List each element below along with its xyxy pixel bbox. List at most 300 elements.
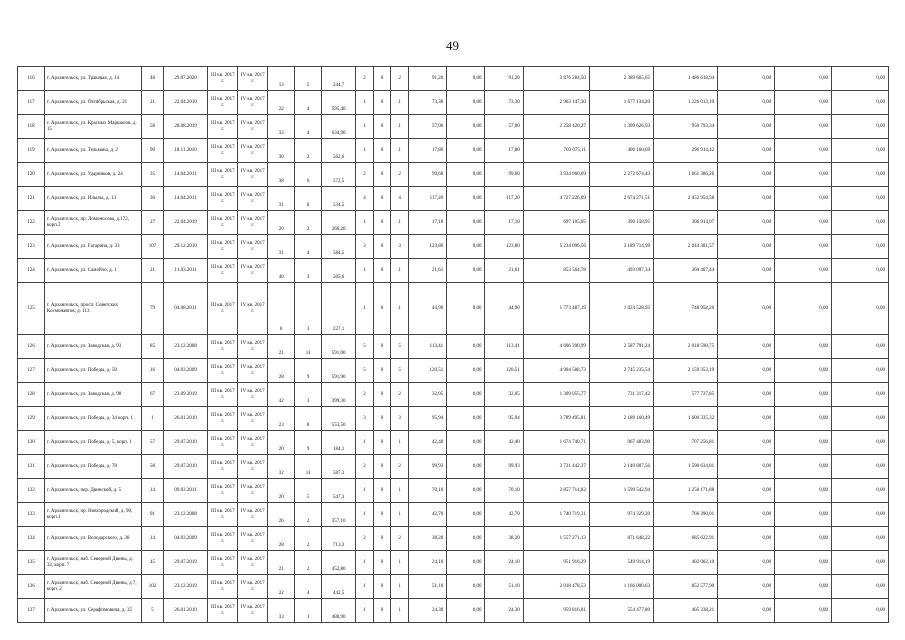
rooms-b: 2 — [391, 527, 409, 551]
area-a: 0,00 — [447, 211, 485, 235]
flats-count: 3 — [295, 283, 322, 335]
cost-regional: 748 958,26 — [654, 283, 718, 335]
rooms-a: 0 — [373, 283, 391, 335]
flats-count: 6 — [295, 163, 322, 187]
area-cell: 587,3 — [322, 455, 356, 479]
cost-total: 853 564,78 — [523, 259, 589, 283]
area-cell: 634,90 — [322, 115, 356, 139]
house-code: 45 — [142, 551, 164, 575]
flats-count: 4 — [295, 575, 322, 599]
date-cell: 22.04.2010 — [163, 91, 207, 115]
value-cell: 0,00 — [718, 259, 775, 283]
end-quarter: IV кв. 2017 г. — [238, 527, 268, 551]
start-quarter: III кв. 2017 г. — [208, 211, 238, 235]
cost-total: 4 904 588,73 — [523, 359, 589, 383]
area-cell: 584,5 — [322, 235, 356, 259]
residents-count: 42 — [268, 383, 295, 407]
address-cell: г. Архангельск, ул. Победы, д. 34 корп. 1 — [44, 407, 141, 431]
area-b: 42,40 — [485, 431, 523, 455]
start-quarter: III кв. 2017 г. — [208, 359, 238, 383]
address-cell: г. Архангельск, ул. Тельмана, д. 2 — [44, 139, 141, 163]
cost-total: 3 876 284,50 — [523, 67, 589, 91]
area-a: 0,00 — [447, 335, 485, 359]
rooms-a: 0 — [373, 431, 391, 455]
flats-count: 11 — [295, 455, 322, 479]
end-quarter: IV кв. 2017 г. — [238, 407, 268, 431]
date-cell: 14.04.2011 — [163, 163, 207, 187]
area-b: 95,94 — [485, 407, 523, 431]
cost-regional: 306 914,07 — [654, 211, 718, 235]
start-quarter: III кв. 2017 г. — [208, 599, 238, 623]
value-cell: 0,00 — [831, 455, 888, 479]
area-cell: 591,00 — [322, 335, 356, 359]
area-total: 42,70 — [408, 503, 446, 527]
start-quarter: III кв. 2017 г. — [208, 163, 238, 187]
cost-federal: 2 745 235,54 — [589, 359, 653, 383]
value-cell: 0,00 — [831, 139, 888, 163]
house-code: 36 — [142, 187, 164, 211]
end-quarter: IV кв. 2017 г. — [238, 259, 268, 283]
residents-count: 20 — [268, 211, 295, 235]
table-row — [18, 527, 889, 551]
flats-count: 2 — [295, 551, 322, 575]
value-cell: 0,00 — [831, 335, 888, 359]
area-a: 0,00 — [447, 163, 485, 187]
date-cell: 18.11.2010 — [163, 139, 207, 163]
flats-count: 8 — [295, 407, 322, 431]
residents-count: 40 — [268, 259, 295, 283]
value-cell: 0,00 — [718, 431, 775, 455]
area-a: 0,00 — [447, 575, 485, 599]
area-cell: 184,1 — [322, 431, 356, 455]
table-row — [18, 455, 889, 479]
area-a: 0,00 — [447, 599, 485, 623]
cost-federal: 974 329,30 — [589, 503, 653, 527]
date-cell: 29.07.2019 — [163, 551, 207, 575]
value-cell: 0,00 — [775, 235, 832, 259]
value-cell: 0,00 — [718, 335, 775, 359]
rooms-a: 0 — [373, 91, 391, 115]
value-cell: 0,00 — [831, 91, 888, 115]
cost-regional: 1 590 634,81 — [654, 455, 718, 479]
start-quarter: III кв. 2017 г. — [208, 259, 238, 283]
value-cell: 0,00 — [775, 115, 832, 139]
flats-count: 3 — [295, 383, 322, 407]
value-cell: 0,00 — [775, 163, 832, 187]
rooms-total: 2 — [356, 163, 374, 187]
value-cell: 0,00 — [775, 187, 832, 211]
row-number: 131 — [18, 455, 45, 479]
area-total: 120,51 — [408, 359, 446, 383]
row-number: 124 — [18, 259, 45, 283]
value-cell: 0,00 — [775, 479, 832, 503]
residents-count: 38 — [268, 163, 295, 187]
rooms-total: 3 — [356, 235, 374, 259]
area-total: 123,80 — [408, 235, 446, 259]
area-b: 99,60 — [485, 163, 523, 187]
start-quarter: III кв. 2017 г. — [208, 115, 238, 139]
end-quarter: IV кв. 2017 г. — [238, 575, 268, 599]
area-total: 99,60 — [408, 163, 446, 187]
table-row — [18, 503, 889, 527]
row-number: 123 — [18, 235, 45, 259]
row-number: 135 — [18, 551, 45, 575]
start-quarter: III кв. 2017 г. — [208, 335, 238, 359]
date-cell: 14.04.2011 — [163, 187, 207, 211]
address-cell: г. Архангельск, ул. Серафимовича, д. 35 — [44, 599, 141, 623]
residents-count: 21 — [268, 335, 295, 359]
rooms-total: 5 — [356, 335, 374, 359]
row-number: 121 — [18, 187, 45, 211]
row-number: 133 — [18, 503, 45, 527]
cost-regional: 685 622,91 — [654, 527, 718, 551]
start-quarter: III кв. 2017 г. — [208, 431, 238, 455]
flats-count: 3 — [295, 259, 322, 283]
value-cell: 0,00 — [718, 359, 775, 383]
area-b: 24,10 — [485, 551, 523, 575]
flats-count: 11 — [295, 335, 322, 359]
date-cell: 26.01.2010 — [163, 599, 207, 623]
rooms-b: 1 — [391, 479, 409, 503]
table-row — [18, 163, 889, 187]
table-row — [18, 211, 889, 235]
value-cell: 0,00 — [831, 407, 888, 431]
end-quarter: IV кв. 2017 г. — [238, 211, 268, 235]
area-cell: 366,20 — [322, 211, 356, 235]
row-number: 128 — [18, 383, 45, 407]
area-total: 24,10 — [408, 551, 446, 575]
rooms-b: 1 — [391, 91, 409, 115]
residents-count: 22 — [268, 91, 295, 115]
rooms-a: 0 — [373, 259, 391, 283]
rooms-total: 1 — [356, 575, 374, 599]
rooms-a: 0 — [373, 599, 391, 623]
rooms-total: 5 — [356, 359, 374, 383]
end-quarter: IV кв. 2017 г. — [238, 235, 268, 259]
rooms-b: 1 — [391, 283, 409, 335]
address-cell: г. Архангельск, пер. Двинской, д. 5 — [44, 479, 141, 503]
table-row — [18, 283, 889, 335]
cost-total: 1 309 055,77 — [523, 383, 589, 407]
residents-count: 32 — [268, 455, 295, 479]
cost-federal: 2 587 791,24 — [589, 335, 653, 359]
date-cell: 04.03.2009 — [163, 359, 207, 383]
rooms-total: 1 — [356, 115, 374, 139]
cost-federal: 731 317,42 — [589, 383, 653, 407]
area-a: 0,00 — [447, 259, 485, 283]
cost-regional: 2 018 590,75 — [654, 335, 718, 359]
rooms-a: 0 — [373, 455, 391, 479]
cost-federal: 1 024 528,93 — [589, 283, 653, 335]
cost-regional: 1 226 013,10 — [654, 91, 718, 115]
cost-total: 951 916,29 — [523, 551, 589, 575]
value-cell: 0,00 — [718, 163, 775, 187]
value-cell: 0,00 — [775, 551, 832, 575]
value-cell: 0,00 — [775, 599, 832, 623]
rooms-a: 0 — [373, 187, 391, 211]
rooms-a: 0 — [373, 407, 391, 431]
area-b: 99,93 — [485, 455, 523, 479]
area-total: 17,10 — [408, 211, 446, 235]
table-row — [18, 359, 889, 383]
rooms-a: 0 — [373, 383, 391, 407]
address-cell: г. Архангельск, ул. Красных Маршалов, д. 15 — [44, 115, 141, 139]
cost-total: 2 018 478,53 — [523, 575, 589, 599]
area-b: 21,61 — [485, 259, 523, 283]
area-total: 73,30 — [408, 91, 446, 115]
flats-count: 2 — [295, 527, 322, 551]
rooms-total: 3 — [356, 407, 374, 431]
address-cell: г. Архангельск, ул. Заводская, д. 93 — [44, 335, 141, 359]
cost-regional: 950 793,34 — [654, 115, 718, 139]
address-cell: г. Архангельск, наб. Северной Двины, д 7, корп. 2 — [44, 575, 141, 599]
table-row — [18, 431, 889, 455]
cost-regional: 1 486 618,94 — [654, 67, 718, 91]
residents-count: 26 — [268, 503, 295, 527]
area-cell: 442,5 — [322, 575, 356, 599]
cost-federal: 2 140 807,56 — [589, 455, 653, 479]
value-cell: 0,00 — [775, 259, 832, 283]
value-cell: 0,00 — [718, 455, 775, 479]
cost-regional: 2 044 381,57 — [654, 235, 718, 259]
area-a: 0,00 — [447, 479, 485, 503]
residents-count: 20 — [268, 479, 295, 503]
value-cell: 0,00 — [831, 67, 888, 91]
cost-regional: 1 661 386,26 — [654, 163, 718, 187]
rooms-a: 0 — [373, 479, 391, 503]
address-cell: г. Архангельск, ул. Тракевая, д. 14 — [44, 67, 141, 91]
start-quarter: III кв. 2017 г. — [208, 551, 238, 575]
cost-regional: 2 052 954,58 — [654, 187, 718, 211]
value-cell: 0,00 — [775, 383, 832, 407]
area-a: 0,00 — [447, 283, 485, 335]
flats-count: 2 — [295, 503, 322, 527]
area-total: 70,10 — [408, 479, 446, 503]
address-cell: г. Архангельск, ул. Победы, д. 78 — [44, 455, 141, 479]
table-row — [18, 115, 889, 139]
house-code: 27 — [142, 211, 164, 235]
row-number: 118 — [18, 115, 45, 139]
value-cell: 0,00 — [718, 91, 775, 115]
area-total: 17,80 — [408, 139, 446, 163]
rooms-a: 0 — [373, 115, 391, 139]
cost-federal: 871 648,22 — [589, 527, 653, 551]
cost-total: 4 606 390,99 — [523, 335, 589, 359]
residents-count: 20 — [268, 431, 295, 455]
date-cell: 29.12.2010 — [163, 235, 207, 259]
area-b: 120,51 — [485, 359, 523, 383]
house-code: 79 — [142, 283, 164, 335]
address-cell: г. Архангельск, ул. Заводская, д. 98 — [44, 383, 141, 407]
end-quarter: IV кв. 2017 г. — [238, 283, 268, 335]
address-cell: г. Архангельск, наб. Северной Двины, д. 32, корп. 7 — [44, 551, 141, 575]
row-number: 134 — [18, 527, 45, 551]
rooms-total: 1 — [356, 551, 374, 575]
area-cell: 399,30 — [322, 383, 356, 407]
area-b: 123,80 — [485, 235, 523, 259]
area-total: 113,41 — [408, 335, 446, 359]
address-cell: г. Архангельск, просп. Советских Космонавтов, д. 113 — [44, 283, 141, 335]
house-code: 107 — [142, 235, 164, 259]
area-total: 51,10 — [408, 575, 446, 599]
value-cell: 0,00 — [775, 455, 832, 479]
cost-federal: 1 166 000,63 — [589, 575, 653, 599]
cost-regional: 296 914,42 — [654, 139, 718, 163]
value-cell: 0,00 — [831, 187, 888, 211]
cost-total: 1 740 719,31 — [523, 503, 589, 527]
table-row — [18, 187, 889, 211]
date-cell: 29.07.2010 — [163, 431, 207, 455]
cost-total: 2 857 714,82 — [523, 479, 589, 503]
rooms-b: 3 — [391, 407, 409, 431]
rooms-total: 1 — [356, 211, 374, 235]
area-a: 0,00 — [447, 91, 485, 115]
value-cell: 0,00 — [775, 91, 832, 115]
value-cell: 0,00 — [718, 503, 775, 527]
row-number: 125 — [18, 283, 45, 335]
rooms-total: 1 — [356, 91, 374, 115]
cost-federal: 2 674 271,51 — [589, 187, 653, 211]
rooms-a: 0 — [373, 551, 391, 575]
end-quarter: IV кв. 2017 г. — [238, 551, 268, 575]
value-cell: 0,00 — [831, 211, 888, 235]
cost-total: 1 773 487,19 — [523, 283, 589, 335]
value-cell: 0,00 — [831, 383, 888, 407]
cost-federal: 1 309 626,93 — [589, 115, 653, 139]
area-total: 44,90 — [408, 283, 446, 335]
value-cell: 0,00 — [775, 211, 832, 235]
date-cell: 11.03.2011 — [163, 259, 207, 283]
house-code: 102 — [142, 575, 164, 599]
rooms-total: 1 — [356, 479, 374, 503]
cost-total: 1 557 271,13 — [523, 527, 589, 551]
cost-regional: 1 600 335,32 — [654, 407, 718, 431]
table-row — [18, 383, 889, 407]
house-code: 14 — [142, 479, 164, 503]
cost-federal: 493 097,34 — [589, 259, 653, 283]
area-a: 0,00 — [447, 67, 485, 91]
address-cell: г. Архангельск, ул. Гагарина, д. 33 — [44, 235, 141, 259]
flats-count: 4 — [295, 91, 322, 115]
table-row — [18, 575, 889, 599]
cost-regional: 2 159 353,19 — [654, 359, 718, 383]
area-a: 0,00 — [447, 383, 485, 407]
cost-regional: 577 737,85 — [654, 383, 718, 407]
value-cell: 0,00 — [718, 479, 775, 503]
area-b: 38,20 — [485, 527, 523, 551]
area-a: 0,00 — [447, 359, 485, 383]
value-cell: 0,00 — [718, 211, 775, 235]
cost-federal: 390 158,95 — [589, 211, 653, 235]
cost-total: 959 816,01 — [523, 599, 589, 623]
value-cell: 0,00 — [718, 115, 775, 139]
rooms-total: 2 — [356, 455, 374, 479]
date-cell: 04.03.2009 — [163, 527, 207, 551]
flats-count: 5 — [295, 479, 322, 503]
cost-federal: 1 599 542,94 — [589, 479, 653, 503]
value-cell: 0,00 — [831, 551, 888, 575]
cost-total: 4 727 226,09 — [523, 187, 589, 211]
cost-regional: 402 002,10 — [654, 551, 718, 575]
date-cell: 29.07.2010 — [163, 455, 207, 479]
rooms-a: 0 — [373, 503, 391, 527]
house-code: 1 — [142, 407, 164, 431]
end-quarter: IV кв. 2017 г. — [238, 431, 268, 455]
rooms-b: 2 — [391, 163, 409, 187]
rooms-a: 0 — [373, 335, 391, 359]
end-quarter: IV кв. 2017 г. — [238, 479, 268, 503]
house-code: 85 — [142, 335, 164, 359]
residents-count: 28 — [268, 527, 295, 551]
cost-federal: 3 189 714,99 — [589, 235, 653, 259]
end-quarter: IV кв. 2017 г. — [238, 187, 268, 211]
row-number: 127 — [18, 359, 45, 383]
house-code: 58 — [142, 115, 164, 139]
area-cell: 480,90 — [322, 599, 356, 623]
area-b: 73,30 — [485, 91, 523, 115]
area-b: 113,41 — [485, 335, 523, 359]
residents-count: 28 — [268, 359, 295, 383]
table-row — [18, 259, 889, 283]
rooms-b: 2 — [391, 455, 409, 479]
flats-count: 4 — [295, 235, 322, 259]
rooms-a: 0 — [373, 527, 391, 551]
address-cell: г. Архангельск, ул. Ильича, д. 13 — [44, 187, 141, 211]
address-cell: г. Архангельск, ул. Самойло, д. 1 — [44, 259, 141, 283]
residents-count: 30 — [268, 139, 295, 163]
end-quarter: IV кв. 2017 г. — [238, 115, 268, 139]
flats-count: 8 — [295, 187, 322, 211]
end-quarter: IV кв. 2017 г. — [238, 163, 268, 187]
area-cell: 227,1 — [322, 283, 356, 335]
date-cell: 26.01.2010 — [163, 407, 207, 431]
cost-regional: 405 338,21 — [654, 599, 718, 623]
address-cell: г. Архангельск, ул. Победы, д. 58 — [44, 359, 141, 383]
end-quarter: IV кв. 2017 г. — [238, 91, 268, 115]
table-row — [18, 91, 889, 115]
residents-count: 13 — [268, 67, 295, 91]
residents-count: 22 — [268, 575, 295, 599]
value-cell: 0,00 — [775, 335, 832, 359]
area-total: 91,20 — [408, 67, 446, 91]
area-a: 0,00 — [447, 551, 485, 575]
row-number: 119 — [18, 139, 45, 163]
rooms-a: 0 — [373, 139, 391, 163]
value-cell: 0,00 — [718, 575, 775, 599]
rooms-a: 0 — [373, 359, 391, 383]
start-quarter: III кв. 2017 г. — [208, 527, 238, 551]
rooms-b: 5 — [391, 335, 409, 359]
rooms-b: 3 — [391, 235, 409, 259]
residents-count: 33 — [268, 599, 295, 623]
value-cell: 0,00 — [831, 115, 888, 139]
area-a: 0,00 — [447, 139, 485, 163]
row-number: 120 — [18, 163, 45, 187]
value-cell: 0,00 — [775, 431, 832, 455]
date-cell: 22.04.2019 — [163, 211, 207, 235]
rooms-b: 1 — [391, 503, 409, 527]
rooms-b: 2 — [391, 67, 409, 91]
area-cell: 553,50 — [322, 407, 356, 431]
row-number: 130 — [18, 431, 45, 455]
area-b: 32,05 — [485, 383, 523, 407]
start-quarter: III кв. 2017 г. — [208, 503, 238, 527]
cost-total: 3 731 442,37 — [523, 455, 589, 479]
cost-federal: 2 389 665,65 — [589, 67, 653, 91]
date-cell: 23.12.2008 — [163, 503, 207, 527]
rooms-b: 1 — [391, 115, 409, 139]
area-b: 17,80 — [485, 139, 523, 163]
